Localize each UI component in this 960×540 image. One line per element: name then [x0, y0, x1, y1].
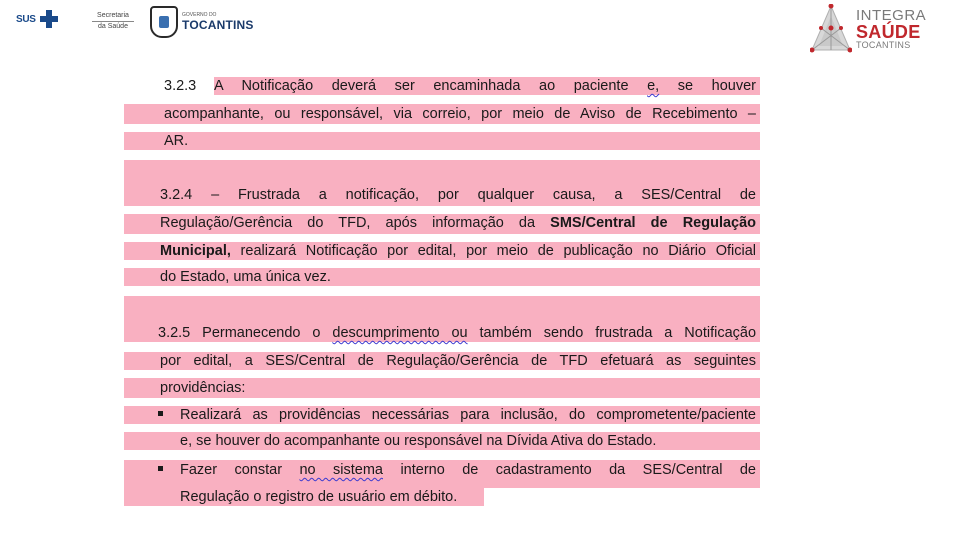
- spellcheck-word: e,: [647, 78, 660, 94]
- paragraph-line: providências:: [160, 380, 246, 396]
- paragraph-line: Municipal, realizará Notificação por edital, por meio de publicação no Diário Oficial: [160, 243, 756, 259]
- brand-integra: INTEGRA: [856, 7, 927, 24]
- bold-text: SMS/Central de Regulação: [550, 215, 757, 231]
- tocantins-logo: [150, 6, 254, 38]
- paragraph-line: 3.2.5 Permanecendo o descumprimento ou também sendo frustrada a Notificação: [158, 325, 757, 341]
- tocantins-text: TOCANTINS: [182, 18, 254, 32]
- paragraph-line: A Notificação deverá ser encaminhada ao paciente e, se houver: [214, 78, 757, 94]
- governo-text: GOVERNO DO: [182, 12, 217, 18]
- bullet-icon: [158, 466, 163, 471]
- section-number: 3.2.3: [164, 78, 197, 94]
- secretaria-line1: Secretaria: [97, 12, 129, 19]
- brand-tocantins: TOCANTINS: [856, 40, 911, 50]
- spellcheck-phrase: no sistema: [299, 462, 383, 478]
- paragraph-line: do Estado, uma única vez.: [160, 269, 331, 285]
- sus-text: SUS: [16, 13, 36, 25]
- spellcheck-phrase: descumprimento ou: [332, 325, 468, 341]
- secretaria-saude-logo: [88, 12, 138, 31]
- paragraph-line: acompanhante, ou responsável, via correio, por meio de Aviso de Recebimento –: [164, 106, 756, 122]
- paragraph-line: AR.: [164, 133, 189, 149]
- integra-saude-logo: [810, 4, 942, 54]
- bullet-line: Realizará as providências necessárias para inclusão, do comprometente/paciente: [180, 407, 756, 423]
- bullet-line: Regulação o registro de usuário em débito.: [180, 489, 458, 505]
- network-triangle-icon: [810, 4, 852, 54]
- brand-saude: SAÚDE: [856, 22, 921, 42]
- bold-text: Municipal,: [160, 243, 231, 259]
- cross-icon: [40, 10, 58, 28]
- paragraph-line: Regulação/Gerência do TFD, após informação da SMS/Central de Regulação: [160, 215, 757, 231]
- secretaria-line2: da Saúde: [98, 23, 128, 30]
- highlight-band: [124, 132, 760, 150]
- crest-icon: [150, 6, 178, 38]
- paragraph-line: por edital, a SES/Central de Regulação/Gerência de TFD efetuará as seguintes: [160, 353, 756, 369]
- bullet-line: Fazer constar no sistema interno de cadastramento da SES/Central de: [180, 462, 756, 478]
- sus-logo: [16, 10, 58, 28]
- paragraph-line: 3.2.4 – Frustrada a notificação, por qualquer causa, a SES/Central de: [160, 187, 756, 203]
- bullet-line: e, se houver do acompanhante ou responsável na Dívida Ativa do Estado.: [180, 433, 657, 449]
- bullet-icon: [158, 411, 163, 416]
- divider: [92, 21, 134, 22]
